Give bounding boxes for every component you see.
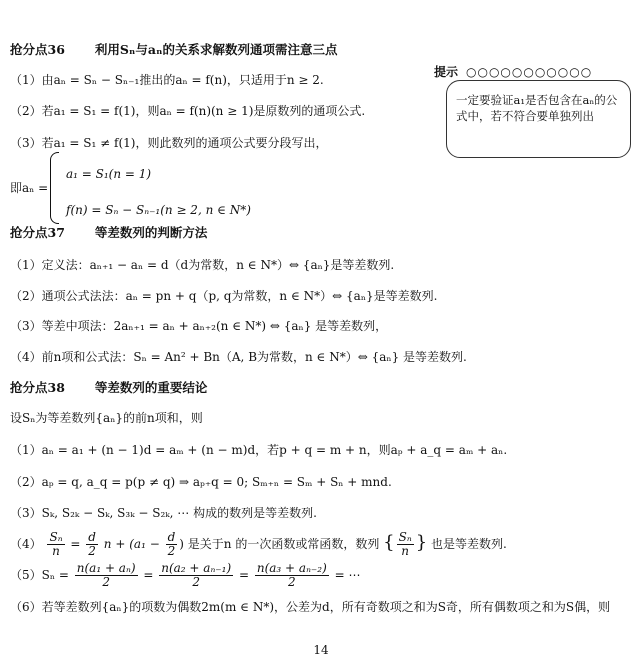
section-38-item-6: （6）若等差数列{aₙ}的项数为偶数2m(m ∈ N*)，公差为d，所有奇数项之和为S奇，所有偶数项之和为S偶，则 <box>10 600 611 614</box>
section-38-title: 抢分点38 <box>10 380 65 395</box>
item5-eq-2: = <box>238 568 250 582</box>
hint-label: 提示 <box>434 65 459 79</box>
item4-end: 也是等差数列. <box>430 537 507 551</box>
sn-over-n-fraction-b <box>397 531 414 558</box>
piecewise-case-1: a₁ = S₁(n = 1) <box>66 167 152 181</box>
item5-fraction-1 <box>75 562 138 589</box>
frac-num: Sₙ <box>49 530 63 544</box>
item5-fraction-2 <box>159 562 233 589</box>
section-36-subtitle: 利用Sₙ与aₙ的关系求解数列通项需注意三点 <box>94 42 338 57</box>
frac-den: 2 <box>192 575 200 589</box>
section-37-heading <box>10 225 207 241</box>
section-37-title: 抢分点37 <box>10 225 65 240</box>
left-brace-glyph: { <box>383 532 395 553</box>
section-37-subtitle: 等差数列的判断方法 <box>94 225 208 240</box>
frac-num: n(a₁ + aₙ) <box>76 561 136 575</box>
right-brace-glyph: } <box>415 532 428 553</box>
item4-prefix: （4） <box>10 537 42 551</box>
section-36-item-1: （1）由aₙ = Sₙ − Sₙ₋₁推出的aₙ = f(n)，只适用于n ≥ 2. <box>10 73 324 87</box>
frac-num: d <box>88 530 96 544</box>
d-over-2-fraction-b <box>166 531 178 558</box>
section-38-heading <box>10 380 207 396</box>
frac-den: 2 <box>88 544 96 558</box>
item4-paren-close: ) <box>179 537 184 551</box>
piecewise-lead: 即aₙ = <box>10 181 49 195</box>
hint-circles: ○○○○○○○○○○○ <box>466 65 593 79</box>
section-38-item-5 <box>10 560 360 590</box>
frac-num: d <box>167 530 176 544</box>
page-number: 14 <box>313 643 329 657</box>
frac-num: n(a₃ + aₙ₋₂) <box>256 561 327 575</box>
frac-num: n(a₂ + aₙ₋₁) <box>161 561 232 575</box>
d-over-2-fraction <box>86 531 98 558</box>
section-38-intro: 设Sₙ为等差数列{aₙ}的前n项和，则 <box>10 411 203 425</box>
hint-title <box>434 63 592 80</box>
item5-tail: = ⋯ <box>334 568 361 582</box>
section-36-item-2: （2）若a₁ = S₁ = f(1)，则aₙ = f(n)(n ≥ 1)是原数列的通项公式. <box>10 104 366 118</box>
item4-mid1: n + <box>103 537 126 551</box>
section-37-item-1: （1）定义法：aₙ₊₁ − aₙ = d（d为常数，n ∈ N*）⇔ {aₙ}是等差数列. <box>10 258 395 272</box>
item4-mid2: 是关于n 的一次函数或常函数，数列 <box>187 537 380 551</box>
frac-den: n <box>52 544 60 558</box>
section-36-title: 抢分点36 <box>10 42 65 57</box>
section-36-item-3: （3）若a₁ = S₁ ≠ f(1)，则此数列的通项公式要分段写出， <box>10 136 328 150</box>
item5-prefix: （5）Sₙ = <box>10 568 69 582</box>
piecewise-brace <box>50 152 59 224</box>
section-38-item-3: （3）Sₖ, S₂ₖ − Sₖ, S₃ₖ − S₂ₖ, ⋯ 构成的数列是等差数列. <box>10 506 317 520</box>
section-37-item-4: （4）前n项和公式法：Sₙ = An² + Bn（A, B为常数，n ∈ N*）⇔ {aₙ} 是等差数列. <box>10 350 467 364</box>
frac-den: 2 <box>167 544 176 558</box>
frac-num: Sₙ <box>398 530 412 544</box>
section-38-item-1: （1）aₙ = a₁ + (n − 1)d = aₘ + (n − m)d，若p + q = m + n，则aₚ + a_q = aₘ + aₙ. <box>10 443 508 457</box>
section-38-item-4 <box>10 528 507 559</box>
section-37-item-3: （3）等差中项法：2aₙ₊₁ = aₙ + aₙ₊₂(n ∈ N*) ⇔ {aₙ} 是等差数列， <box>10 319 388 333</box>
item4-eq: = <box>70 537 81 551</box>
sn-over-n-fraction <box>47 531 64 558</box>
section-37-item-2: （2）通项公式法法：aₙ = pn + q（p, q为常数，n ∈ N*）⇔ {aₙ}是等差数列. <box>10 289 438 303</box>
piecewise-case-2: f(n) = Sₙ − Sₙ₋₁(n ≥ 2, n ∈ N*) <box>66 203 251 217</box>
section-38-item-2: （2）aₚ = q, a_q = p(p ≠ q) ⇒ aₚ₊q = 0; Sₘ₊ₙ = Sₘ + Sₙ + mnd. <box>10 475 392 489</box>
hint-text: 一定要验证a₁是否包含在aₙ的公式中，若不符合要单独列出 <box>456 93 618 123</box>
item4-paren-a: (a₁ − <box>129 537 160 551</box>
item5-eq-1: = <box>143 568 154 582</box>
frac-den: 2 <box>287 575 296 589</box>
frac-den: n <box>401 544 410 558</box>
frac-den: 2 <box>102 575 110 589</box>
item5-fraction-3 <box>255 562 329 589</box>
section-36-heading <box>10 42 338 58</box>
section-38-subtitle: 等差数列的重要结论 <box>94 380 208 395</box>
